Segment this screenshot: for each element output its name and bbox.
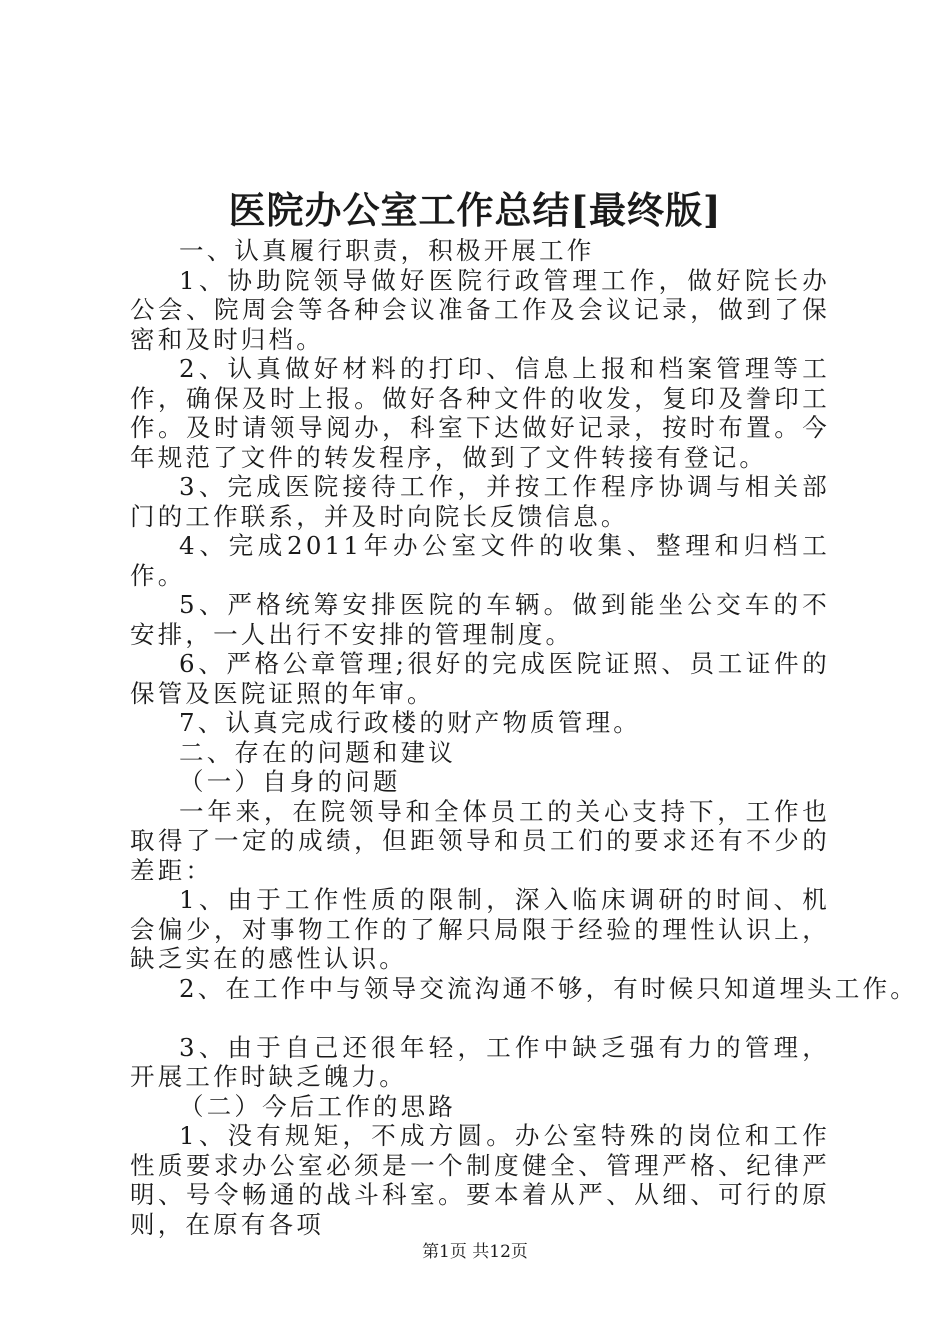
problem-item-3: 3、由于自己还很年轻，工作中缺乏强有力的管理，开展工作时缺乏魄力。: [130, 1032, 830, 1091]
paragraph-item-5: 5、严格统筹安排医院的车辆。做到能坐公交车的不安排，一人出行不安排的管理制度。: [130, 590, 830, 649]
document-title: 医院办公室工作总结[最终版]: [228, 188, 722, 232]
paragraph-item-1: 1、协助院领导做好医院行政管理工作，做好院长办公会、院周会等各种会议准备工作及会议记录，做到了保密和及时归档。: [130, 265, 830, 354]
paragraph-item-7: 7、认真完成行政楼的财产物质管理。: [179, 708, 641, 737]
paragraph-item-3: 3、完成医院接待工作，并按工作程序协调与相关部门的工作联系，并及时向院长反馈信息。: [130, 472, 830, 531]
section-heading-1: 一、认真履行职责，积极开展工作: [179, 236, 595, 265]
document-body: [130, 236, 918, 1239]
problem-item-1: 1、由于工作性质的限制，深入临床调研的时间、机会偏少，对事物工作的了解只局限于经验的理性认识上，缺乏实在的感性认识。: [130, 885, 830, 973]
paragraph-item-2: 2、认真做好材料的打印、信息上报和档案管理等工作，确保及时上报。做好各种文件的收发，复印及誊印工作。及时请领导阅办，科室下达做好记录，按时布置。今年规范了文件的转发程序，做到了文件转接有登记。: [130, 354, 830, 472]
paragraph-item-6: 6、严格公章管理;很好的完成医院证照、员工证件的保管及医院证照的年审。: [130, 649, 830, 708]
section-heading-2: 二、存在的问题和建议: [179, 737, 456, 767]
subsection-heading-1: （一）自身的问题: [179, 767, 401, 796]
page-number: 第1页 共12页: [422, 1242, 528, 1262]
subsection-heading-2: （二）今后工作的思路: [179, 1091, 456, 1121]
plan-item-1: 1、没有规矩，不成方圆。办公室特殊的岗位和工作性质要求办公室必须是一个制度健全、管理严格、纪律严明、号令畅通的战斗科室。要本着从严、从细、可行的原则，在原有各项: [130, 1121, 830, 1239]
paragraph-intro: 一年来，在院领导和全体员工的关心支持下，工作也取得了一定的成绩，但距领导和员工们的要求还有不少的差距：: [130, 796, 830, 885]
paragraph-item-4: 4、完成2011年办公室文件的收集、整理和归档工作。: [130, 531, 830, 590]
problem-item-2: 2、在工作中与领导交流沟通不够，有时候只知道埋头工作。: [179, 973, 918, 1003]
